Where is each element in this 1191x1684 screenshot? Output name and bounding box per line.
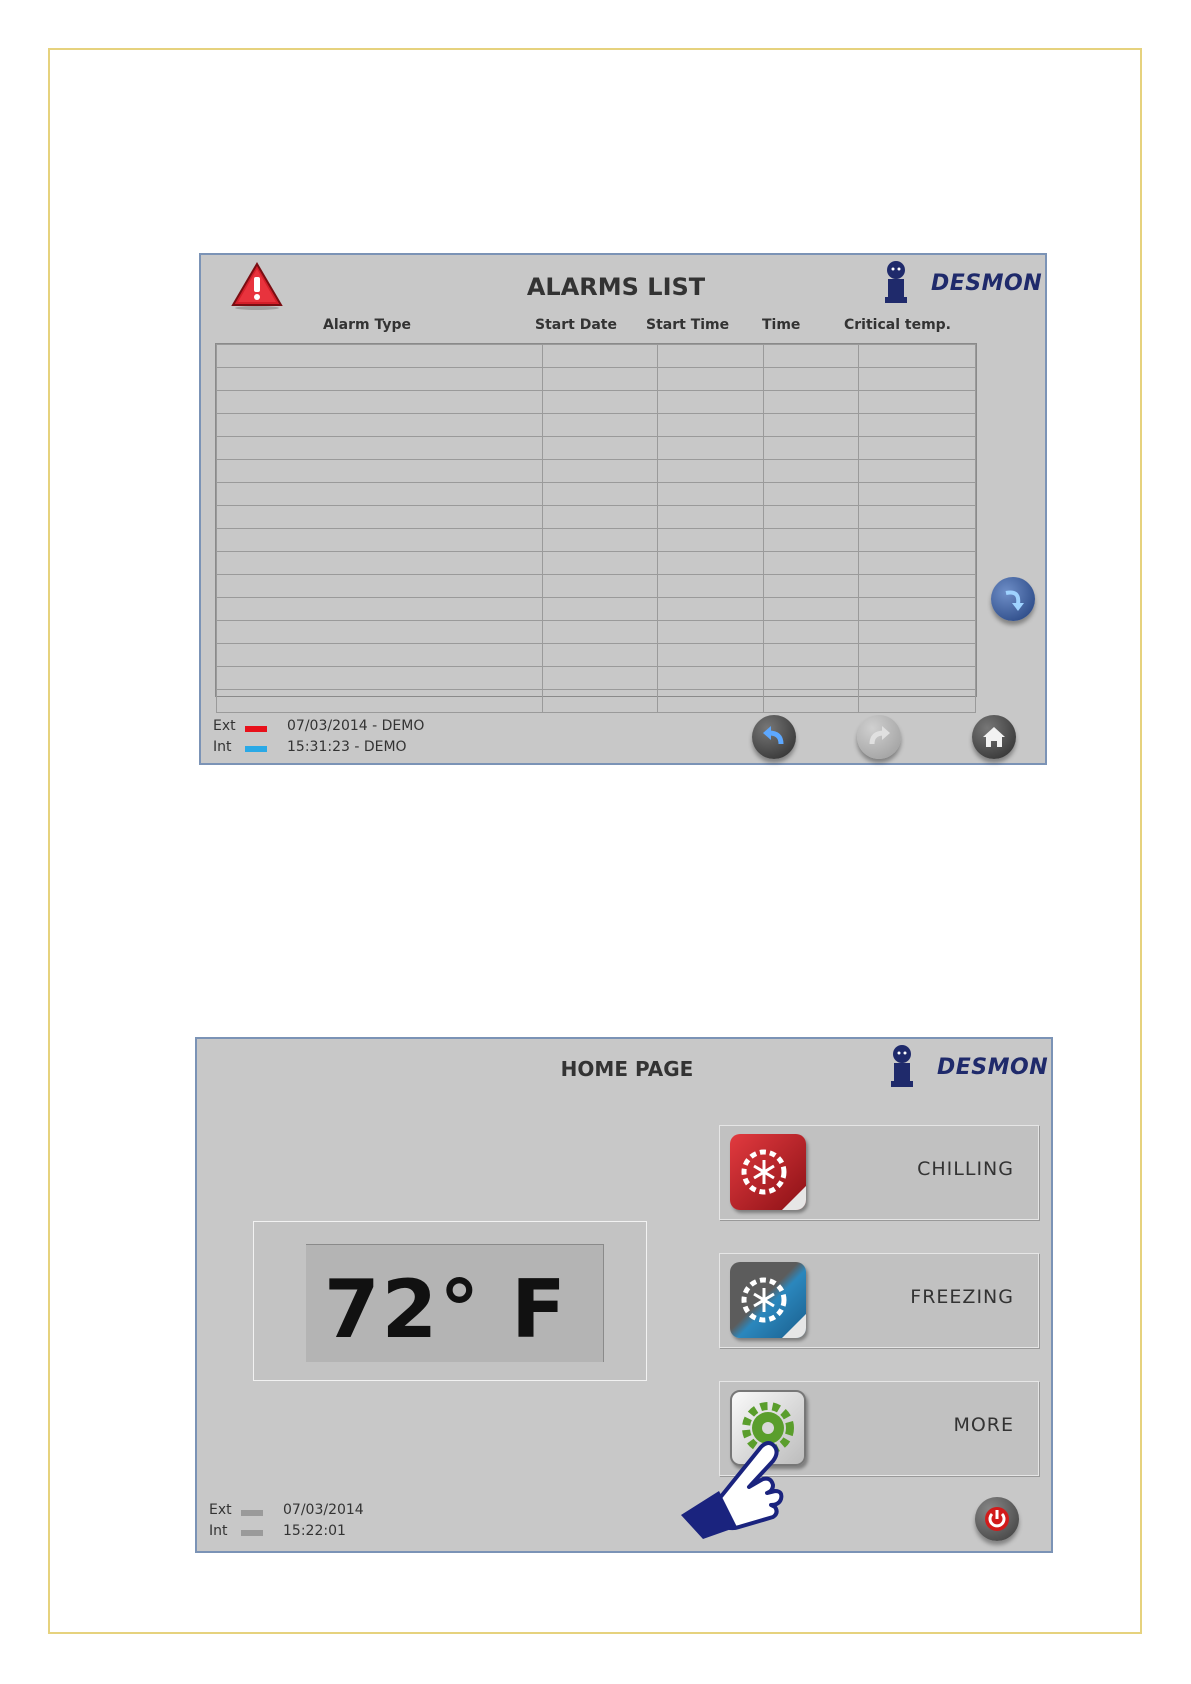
table-cell xyxy=(217,552,543,575)
forward-button[interactable] xyxy=(857,715,901,759)
table-cell xyxy=(658,667,764,690)
table-cell xyxy=(543,575,658,598)
table-cell xyxy=(764,368,859,391)
power-button[interactable] xyxy=(975,1497,1019,1541)
ext-label: Ext xyxy=(209,1502,232,1518)
table-row xyxy=(217,437,976,460)
table-cell xyxy=(217,414,543,437)
table-row xyxy=(217,345,976,368)
table-cell xyxy=(658,414,764,437)
scroll-down-icon xyxy=(998,584,1028,614)
table-row xyxy=(217,690,976,713)
table-row xyxy=(217,483,976,506)
status-line-time: 15:31:23 - DEMO xyxy=(287,739,407,755)
back-button[interactable] xyxy=(752,715,796,759)
table-cell xyxy=(217,391,543,414)
table-cell xyxy=(764,483,859,506)
column-header-start-date: Start Date xyxy=(535,317,617,333)
ext-indicator xyxy=(245,726,267,732)
table-row xyxy=(217,644,976,667)
logo-text: DESMON xyxy=(931,270,1043,296)
table-row xyxy=(217,391,976,414)
table-cell xyxy=(543,644,658,667)
table-cell xyxy=(543,345,658,368)
table-cell xyxy=(859,345,976,368)
table-cell xyxy=(859,460,976,483)
table-cell xyxy=(217,690,543,713)
table-cell xyxy=(764,598,859,621)
table-cell xyxy=(217,368,543,391)
table-cell xyxy=(859,621,976,644)
ext-label: Ext xyxy=(213,718,236,734)
scroll-down-button[interactable] xyxy=(991,577,1035,621)
more-label: MORE xyxy=(953,1414,1014,1436)
home-icon xyxy=(979,722,1009,752)
table-cell xyxy=(543,506,658,529)
table-cell xyxy=(217,345,543,368)
int-label: Int xyxy=(213,739,232,755)
int-label: Int xyxy=(209,1523,228,1539)
temperature-value: 72° F xyxy=(324,1263,568,1356)
chilling-icon xyxy=(730,1134,806,1210)
table-row xyxy=(217,460,976,483)
table-cell xyxy=(764,552,859,575)
status-line-date: 07/03/2014 - DEMO xyxy=(287,718,425,734)
table-cell xyxy=(859,598,976,621)
column-header-critical-temp: Critical temp. xyxy=(844,317,952,333)
table-cell xyxy=(543,414,658,437)
temperature-display xyxy=(306,1244,604,1362)
table-cell xyxy=(543,460,658,483)
table-row xyxy=(217,621,976,644)
table-cell xyxy=(543,621,658,644)
status-line-time: 15:22:01 xyxy=(283,1523,346,1539)
table-cell xyxy=(217,437,543,460)
table-cell xyxy=(764,621,859,644)
table-cell xyxy=(764,690,859,713)
table-cell xyxy=(543,391,658,414)
int-indicator xyxy=(241,1530,263,1536)
table-cell xyxy=(764,506,859,529)
table-cell xyxy=(859,437,976,460)
table-cell xyxy=(859,414,976,437)
table-cell xyxy=(859,690,976,713)
table-cell xyxy=(764,460,859,483)
table-row xyxy=(217,368,976,391)
table-cell xyxy=(859,391,976,414)
table-cell xyxy=(217,529,543,552)
freezing-label: FREEZING xyxy=(910,1286,1014,1308)
table-cell xyxy=(658,368,764,391)
table-cell xyxy=(859,644,976,667)
desmon-logo xyxy=(885,1043,1048,1091)
table-cell xyxy=(658,483,764,506)
home-page-screen xyxy=(195,1037,1053,1553)
table-cell xyxy=(543,690,658,713)
alarms-list-screen xyxy=(199,253,1047,765)
table-cell xyxy=(658,529,764,552)
mascot-icon xyxy=(879,259,913,307)
chilling-button[interactable] xyxy=(719,1125,1039,1220)
table-cell xyxy=(217,667,543,690)
table-cell xyxy=(859,529,976,552)
table-cell xyxy=(217,506,543,529)
table-cell xyxy=(543,598,658,621)
table-cell xyxy=(217,621,543,644)
table-cell xyxy=(764,529,859,552)
status-line-date: 07/03/2014 xyxy=(283,1502,364,1518)
table-cell xyxy=(764,644,859,667)
table-cell xyxy=(217,644,543,667)
column-header-alarm-type: Alarm Type xyxy=(323,317,411,333)
freezing-icon xyxy=(730,1262,806,1338)
table-cell xyxy=(859,575,976,598)
table-row xyxy=(217,667,976,690)
ext-indicator xyxy=(241,1510,263,1516)
table-cell xyxy=(859,552,976,575)
table-cell xyxy=(658,552,764,575)
int-indicator xyxy=(245,746,267,752)
table-row xyxy=(217,529,976,552)
table-row xyxy=(217,552,976,575)
table-cell xyxy=(658,506,764,529)
table-cell xyxy=(658,437,764,460)
table-cell xyxy=(764,345,859,368)
pointing-hand-icon xyxy=(679,1423,795,1539)
freezing-button[interactable] xyxy=(719,1253,1039,1348)
home-button[interactable] xyxy=(972,715,1016,759)
table-cell xyxy=(658,460,764,483)
table-cell xyxy=(764,575,859,598)
power-icon xyxy=(982,1504,1012,1534)
alarms-table xyxy=(215,343,977,697)
table-cell xyxy=(217,460,543,483)
table-cell xyxy=(658,575,764,598)
table-cell xyxy=(764,391,859,414)
table-cell xyxy=(764,437,859,460)
warning-icon xyxy=(231,261,283,311)
column-header-start-time: Start Time xyxy=(646,317,730,333)
table-cell xyxy=(859,667,976,690)
table-cell xyxy=(543,368,658,391)
table-cell xyxy=(217,598,543,621)
table-cell xyxy=(543,483,658,506)
table-row xyxy=(217,598,976,621)
table-cell xyxy=(658,621,764,644)
column-header-time: Time xyxy=(762,317,801,333)
table-row xyxy=(217,506,976,529)
forward-icon xyxy=(864,722,894,752)
table-cell xyxy=(543,552,658,575)
temperature-panel xyxy=(253,1221,647,1381)
table-cell xyxy=(764,414,859,437)
table-cell xyxy=(658,644,764,667)
table-cell xyxy=(543,667,658,690)
chilling-label: CHILLING xyxy=(917,1158,1014,1180)
desmon-logo xyxy=(879,259,1042,307)
table-cell xyxy=(543,437,658,460)
table-cell xyxy=(658,345,764,368)
table-cell xyxy=(859,506,976,529)
table-cell xyxy=(658,391,764,414)
back-icon xyxy=(759,722,789,752)
logo-text: DESMON xyxy=(937,1054,1049,1080)
page-title: HOME PAGE xyxy=(560,1057,694,1081)
table-cell xyxy=(764,667,859,690)
table-cell xyxy=(859,483,976,506)
table-cell xyxy=(217,575,543,598)
table-cell xyxy=(217,483,543,506)
table-cell xyxy=(658,690,764,713)
table-row xyxy=(217,414,976,437)
table-cell xyxy=(543,529,658,552)
page-title: ALARMS LIST xyxy=(526,273,706,301)
table-cell xyxy=(859,368,976,391)
mascot-icon xyxy=(885,1043,919,1091)
table-cell xyxy=(658,598,764,621)
table-row xyxy=(217,575,976,598)
